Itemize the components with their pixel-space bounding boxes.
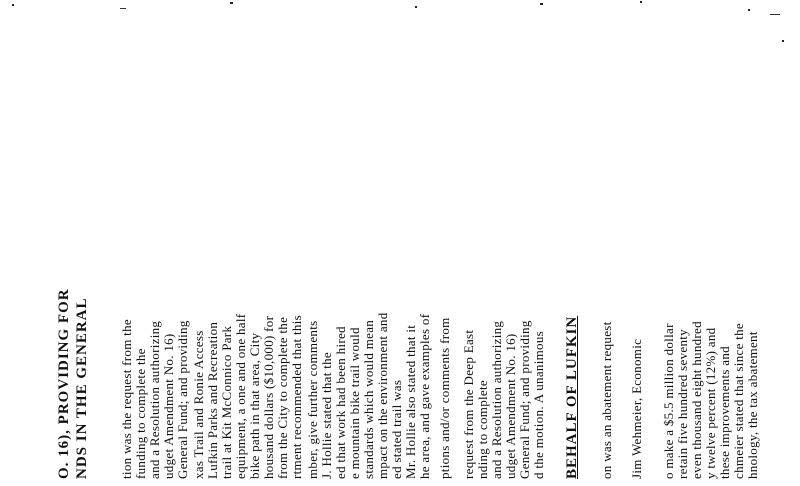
- scan-speck: [230, 2, 233, 4]
- body-line: d the motion. A unanimous: [531, 331, 546, 479]
- body-line: bike path in that area, City: [247, 332, 262, 479]
- body-line: Lufkin Parks and Recreation: [205, 321, 220, 479]
- body-line: chmeier stated that since the: [731, 323, 746, 479]
- body-line: and a Resolution authorizing: [489, 320, 504, 479]
- body-line: ed that work had been hired: [333, 326, 348, 479]
- body-line: funding to complete the: [133, 348, 148, 479]
- body-line: nding to complete: [475, 380, 490, 479]
- body-line: y twelve percent (12%) and: [703, 327, 718, 479]
- section-heading-line-1: O. 16), PROVIDING FOR: [56, 288, 72, 479]
- body-line: ed stated trail was: [389, 379, 404, 479]
- section-heading-line-2: NDS IN THE GENERAL: [74, 297, 90, 479]
- body-line: udget Amendment No. 16): [161, 333, 176, 479]
- scan-speck: [640, 1, 642, 3]
- body-line: on was an abatement request: [599, 321, 614, 479]
- scan-mark: [120, 8, 126, 9]
- scan-speck: [415, 6, 417, 8]
- body-line: even thousand eight hundred: [689, 321, 704, 479]
- body-line: Jim Wehmeier, Economic: [629, 338, 644, 479]
- scan-mark: [770, 14, 780, 15]
- body-line: these improvements and: [717, 346, 732, 479]
- body-line: request from the Deep East: [461, 329, 476, 479]
- body-line: from the City to complete the: [275, 316, 290, 479]
- body-line: hnology, the tax abatement: [745, 331, 760, 479]
- body-line: trail at Kit McConnico Park: [219, 325, 234, 479]
- body-line: tion was the request from the: [119, 319, 134, 479]
- body-line: housand dollars ($10,000) for: [261, 315, 276, 479]
- body-line: and a Resolution authorizing: [147, 320, 162, 479]
- body-line: rtment recommended that this: [289, 315, 304, 479]
- body-line: ptions and/or comments from: [437, 317, 452, 479]
- body-line: General Fund; and providing: [175, 320, 190, 479]
- body-line: mpact on the environment and: [375, 312, 390, 479]
- body-line: Mr. Hollie also stated that it: [403, 324, 418, 479]
- scan-speck: [12, 4, 14, 6]
- scan-speck: [540, 3, 543, 5]
- body-line: o make a $5.5 million dollar: [661, 323, 676, 479]
- scan-speck: [748, 9, 750, 11]
- body-line: mber, give further comments: [305, 320, 320, 479]
- body-line: e mountain bike trail would: [347, 327, 362, 479]
- body-line: standards which would mean: [361, 319, 376, 479]
- body-line: retain five hundred seventy: [675, 329, 690, 479]
- scan-speck: [782, 40, 784, 42]
- body-line: J. Hollie stated that the: [319, 351, 334, 479]
- body-line: General Fund; and providing: [517, 320, 532, 479]
- body-line: equipment, a one and one half: [233, 313, 248, 479]
- body-line: xas Trail and Ronie Access: [191, 330, 206, 479]
- body-line: udget Amendment No. 16): [503, 333, 518, 479]
- body-line: he area, and gave examples of: [417, 313, 432, 479]
- section-heading-line-3: BEHALF OF LUFKIN: [564, 315, 580, 479]
